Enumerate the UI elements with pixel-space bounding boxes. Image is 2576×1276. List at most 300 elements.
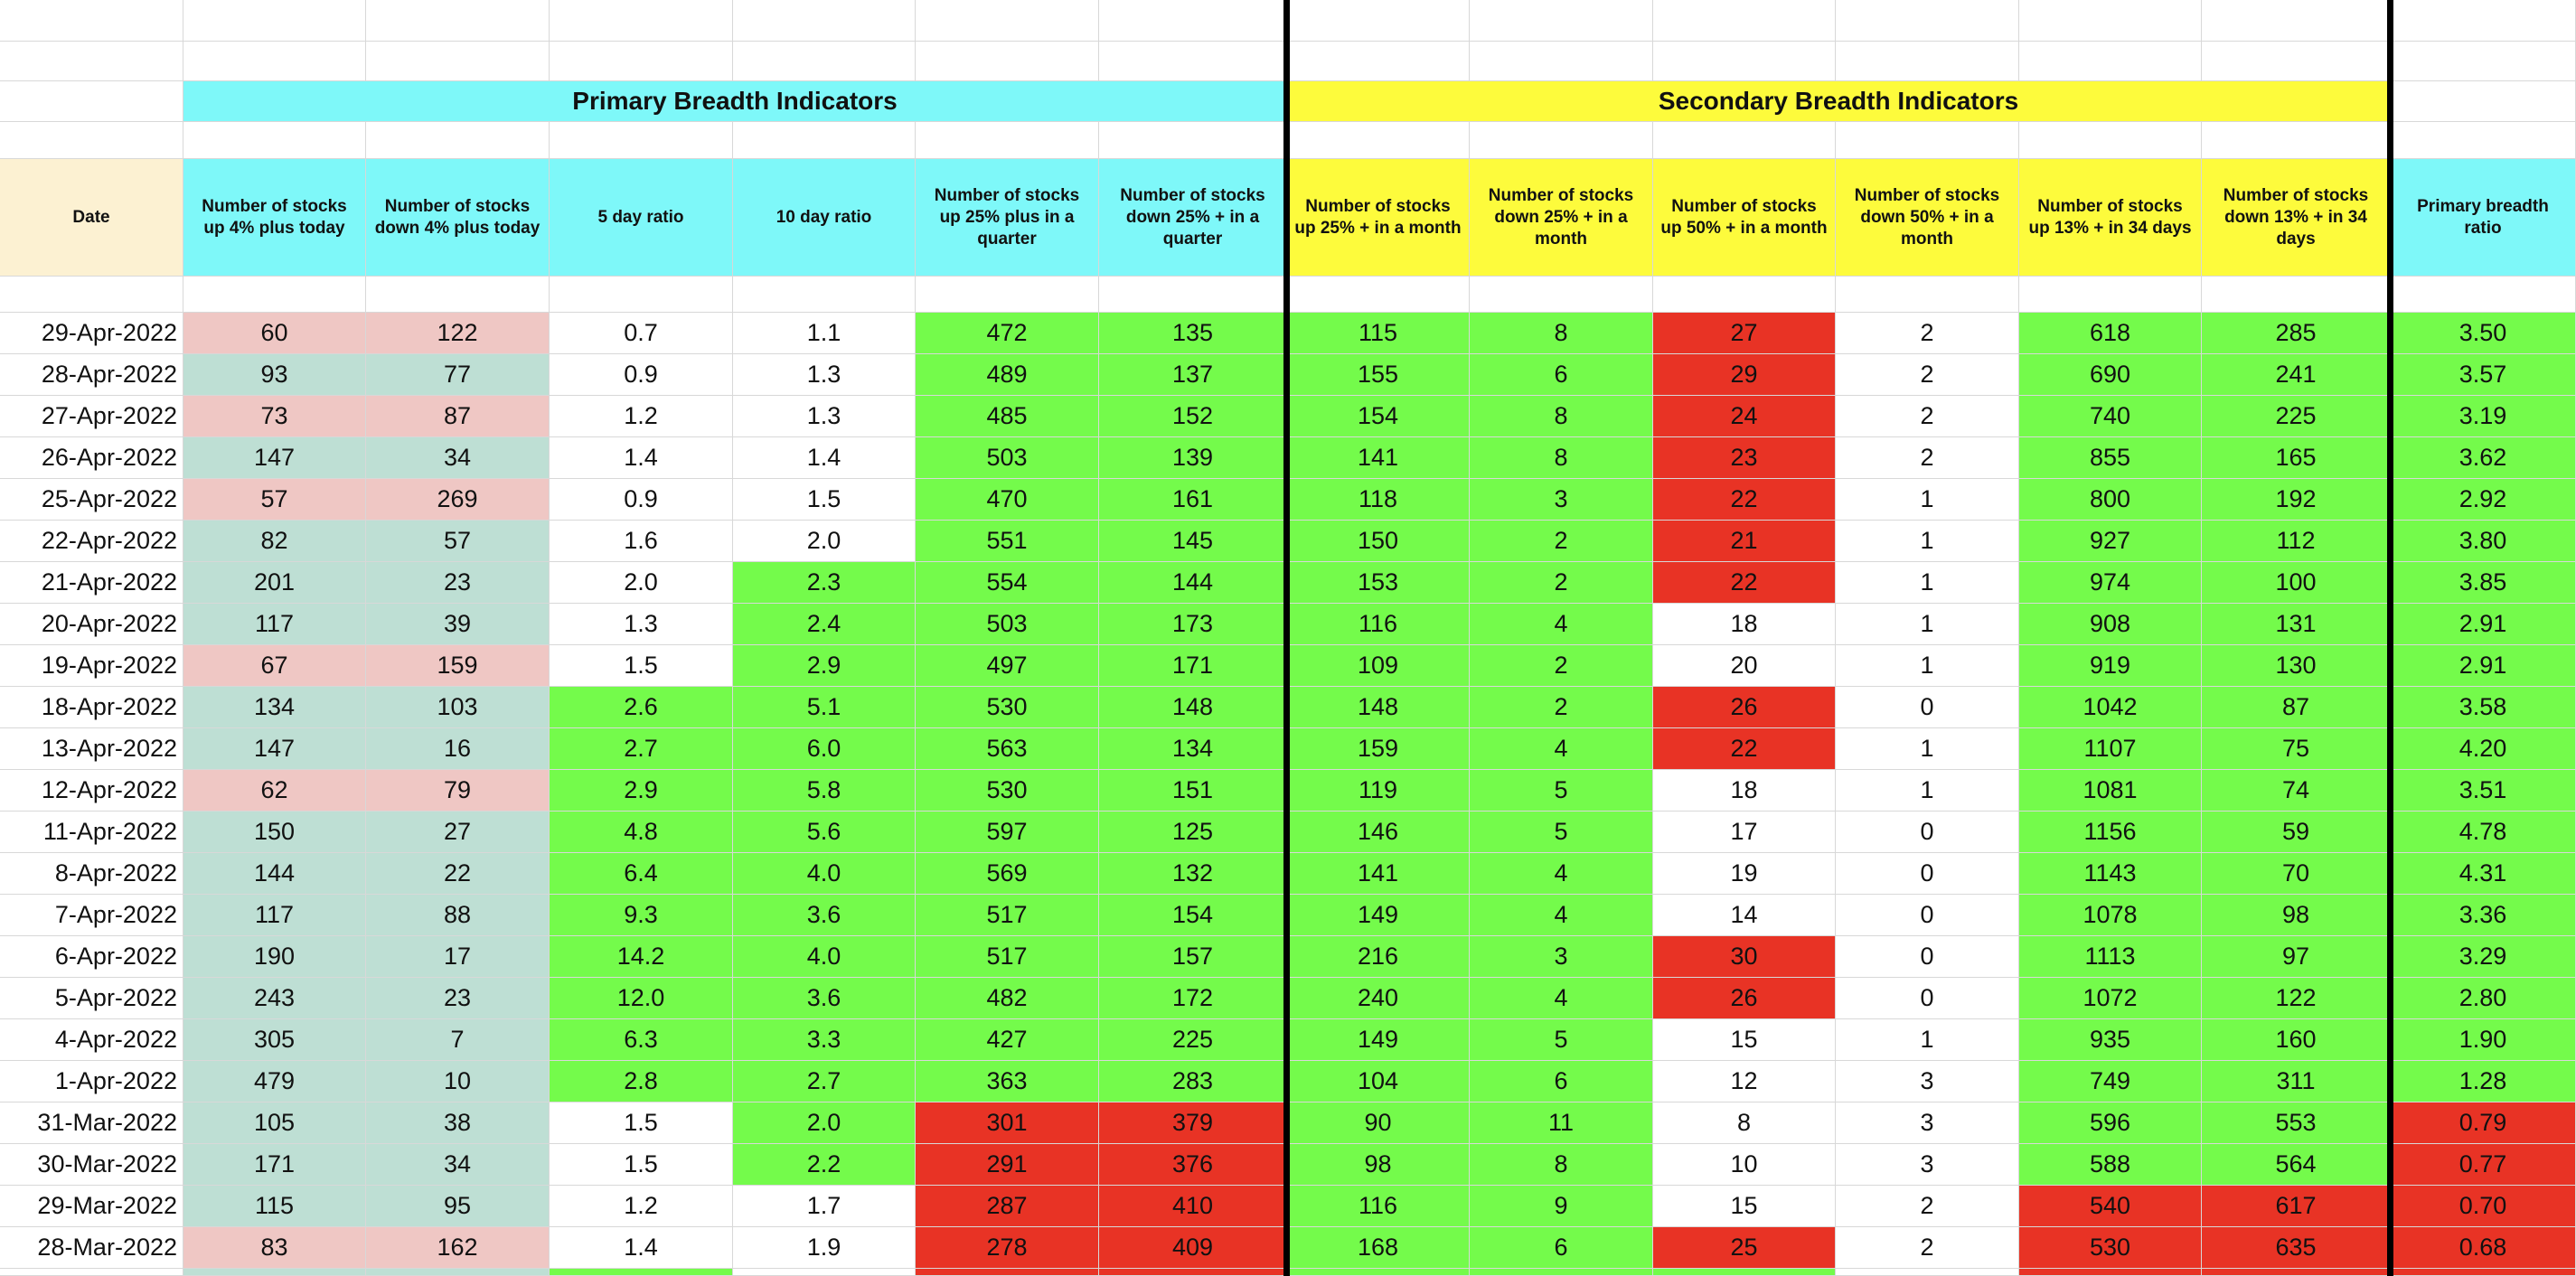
data-cell[interactable]: 141 bbox=[1287, 853, 1470, 895]
data-cell[interactable]: 2.91 bbox=[2391, 604, 2576, 645]
empty-cell[interactable] bbox=[183, 0, 366, 42]
data-cell[interactable]: 2 bbox=[1470, 562, 1653, 604]
data-cell[interactable]: 2 bbox=[1470, 521, 1653, 562]
data-cell[interactable]: 23 bbox=[366, 562, 550, 604]
data-cell[interactable]: 97 bbox=[2202, 936, 2391, 978]
data-cell[interactable]: 98 bbox=[2202, 895, 2391, 936]
data-cell[interactable]: 1.7 bbox=[733, 1186, 916, 1227]
data-cell[interactable]: 27 bbox=[366, 812, 550, 853]
date-cell[interactable]: 26-Apr-2022 bbox=[0, 437, 183, 479]
empty-cell[interactable] bbox=[1470, 42, 1653, 81]
data-cell[interactable]: 935 bbox=[2019, 1019, 2202, 1061]
date-cell[interactable]: 6-Apr-2022 bbox=[0, 936, 183, 978]
data-cell[interactable]: 2.8 bbox=[550, 1061, 733, 1102]
empty-cell[interactable] bbox=[366, 0, 550, 42]
data-cell[interactable]: 4.0 bbox=[733, 853, 916, 895]
data-cell[interactable]: 82 bbox=[183, 521, 366, 562]
data-cell[interactable]: 10 bbox=[1653, 1144, 1836, 1186]
data-cell[interactable]: 144 bbox=[1099, 562, 1287, 604]
data-cell[interactable]: 20 bbox=[1653, 645, 1836, 687]
data-cell[interactable]: 38 bbox=[366, 1102, 550, 1144]
data-cell[interactable] bbox=[183, 1269, 366, 1276]
empty-cell[interactable] bbox=[0, 42, 183, 81]
empty-cell[interactable] bbox=[550, 0, 733, 42]
data-cell[interactable] bbox=[1099, 1269, 1287, 1276]
data-cell[interactable]: 551 bbox=[916, 521, 1099, 562]
data-cell[interactable]: 8 bbox=[1470, 313, 1653, 354]
data-cell[interactable]: 1.5 bbox=[550, 1102, 733, 1144]
data-cell[interactable]: 5.1 bbox=[733, 687, 916, 728]
empty-cell[interactable] bbox=[1287, 277, 1470, 313]
data-cell[interactable]: 0.77 bbox=[2391, 1144, 2576, 1186]
data-cell[interactable]: 6.0 bbox=[733, 728, 916, 770]
data-cell[interactable]: 77 bbox=[366, 354, 550, 396]
data-cell[interactable]: 530 bbox=[916, 770, 1099, 812]
data-cell[interactable]: 22 bbox=[1653, 562, 1836, 604]
data-cell[interactable]: 596 bbox=[2019, 1102, 2202, 1144]
data-cell[interactable]: 409 bbox=[1099, 1227, 1287, 1269]
column-header[interactable]: Primary breadth ratio bbox=[2391, 159, 2576, 277]
data-cell[interactable]: 2 bbox=[1836, 1227, 2019, 1269]
data-cell[interactable]: 60 bbox=[183, 313, 366, 354]
empty-cell[interactable] bbox=[2202, 122, 2391, 159]
data-cell[interactable]: 1107 bbox=[2019, 728, 2202, 770]
data-cell[interactable]: 147 bbox=[183, 728, 366, 770]
column-header[interactable]: Number of stocks up 13% + in 34 days bbox=[2019, 159, 2202, 277]
data-cell[interactable]: 4.31 bbox=[2391, 853, 2576, 895]
data-cell[interactable]: 5.8 bbox=[733, 770, 916, 812]
data-cell[interactable]: 151 bbox=[1099, 770, 1287, 812]
data-cell[interactable]: 1.4 bbox=[550, 1227, 733, 1269]
data-cell[interactable]: 4.0 bbox=[733, 936, 916, 978]
data-cell[interactable]: 530 bbox=[2019, 1227, 2202, 1269]
data-cell[interactable]: 285 bbox=[2202, 313, 2391, 354]
data-cell[interactable]: 59 bbox=[2202, 812, 2391, 853]
data-cell[interactable]: 740 bbox=[2019, 396, 2202, 437]
data-cell[interactable]: 23 bbox=[1653, 437, 1836, 479]
data-cell[interactable]: 1.3 bbox=[733, 354, 916, 396]
data-cell[interactable]: 157 bbox=[1099, 936, 1287, 978]
date-cell[interactable]: 8-Apr-2022 bbox=[0, 853, 183, 895]
column-header[interactable]: 10 day ratio bbox=[733, 159, 916, 277]
data-cell[interactable]: 0.9 bbox=[550, 354, 733, 396]
data-cell[interactable]: 517 bbox=[916, 895, 1099, 936]
data-cell[interactable] bbox=[733, 1269, 916, 1276]
column-header[interactable]: Number of stocks down 13% + in 34 days bbox=[2202, 159, 2391, 277]
empty-cell[interactable] bbox=[2202, 277, 2391, 313]
data-cell[interactable] bbox=[1470, 1269, 1653, 1276]
data-cell[interactable]: 243 bbox=[183, 978, 366, 1019]
data-cell[interactable]: 588 bbox=[2019, 1144, 2202, 1186]
data-cell[interactable]: 3 bbox=[1836, 1061, 2019, 1102]
empty-cell[interactable] bbox=[550, 122, 733, 159]
data-cell[interactable]: 135 bbox=[1099, 313, 1287, 354]
data-cell[interactable]: 3.80 bbox=[2391, 521, 2576, 562]
data-cell[interactable]: 168 bbox=[1287, 1227, 1470, 1269]
data-cell[interactable]: 105 bbox=[183, 1102, 366, 1144]
data-cell[interactable]: 749 bbox=[2019, 1061, 2202, 1102]
data-cell[interactable]: 104 bbox=[1287, 1061, 1470, 1102]
date-column-header[interactable]: Date bbox=[0, 159, 183, 277]
data-cell[interactable] bbox=[550, 1269, 733, 1276]
empty-cell[interactable] bbox=[916, 0, 1099, 42]
data-cell[interactable]: 2.0 bbox=[733, 521, 916, 562]
data-cell[interactable]: 134 bbox=[183, 687, 366, 728]
date-cell[interactable]: 1-Apr-2022 bbox=[0, 1061, 183, 1102]
date-cell[interactable]: 29-Apr-2022 bbox=[0, 313, 183, 354]
data-cell[interactable]: 12.0 bbox=[550, 978, 733, 1019]
column-header[interactable]: Number of stocks up 25% + in a month bbox=[1287, 159, 1470, 277]
empty-cell[interactable] bbox=[2019, 0, 2202, 42]
data-cell[interactable]: 0.7 bbox=[550, 313, 733, 354]
data-cell[interactable]: 311 bbox=[2202, 1061, 2391, 1102]
data-cell[interactable]: 1.6 bbox=[550, 521, 733, 562]
data-cell[interactable]: 148 bbox=[1099, 687, 1287, 728]
empty-cell[interactable] bbox=[550, 277, 733, 313]
empty-cell[interactable] bbox=[1099, 122, 1287, 159]
data-cell[interactable]: 70 bbox=[2202, 853, 2391, 895]
data-cell[interactable]: 7 bbox=[366, 1019, 550, 1061]
data-cell[interactable]: 125 bbox=[1099, 812, 1287, 853]
data-cell[interactable]: 19 bbox=[1653, 853, 1836, 895]
data-cell[interactable]: 34 bbox=[366, 1144, 550, 1186]
empty-cell[interactable] bbox=[916, 122, 1099, 159]
data-cell[interactable]: 5.6 bbox=[733, 812, 916, 853]
data-cell[interactable]: 269 bbox=[366, 479, 550, 521]
empty-cell[interactable] bbox=[733, 122, 916, 159]
data-cell[interactable]: 1.3 bbox=[550, 604, 733, 645]
column-header[interactable]: 5 day ratio bbox=[550, 159, 733, 277]
data-cell[interactable]: 39 bbox=[366, 604, 550, 645]
empty-cell[interactable] bbox=[366, 42, 550, 81]
data-cell[interactable]: 62 bbox=[183, 770, 366, 812]
data-cell[interactable]: 132 bbox=[1099, 853, 1287, 895]
data-cell[interactable]: 489 bbox=[916, 354, 1099, 396]
data-cell[interactable]: 150 bbox=[1287, 521, 1470, 562]
data-cell[interactable]: 1.2 bbox=[550, 396, 733, 437]
data-cell[interactable]: 171 bbox=[183, 1144, 366, 1186]
data-cell[interactable]: 1.5 bbox=[550, 1144, 733, 1186]
data-cell[interactable]: 17 bbox=[366, 936, 550, 978]
data-cell[interactable]: 472 bbox=[916, 313, 1099, 354]
empty-cell[interactable] bbox=[1836, 277, 2019, 313]
data-cell[interactable]: 149 bbox=[1287, 1019, 1470, 1061]
data-cell[interactable]: 139 bbox=[1099, 437, 1287, 479]
empty-cell[interactable] bbox=[1470, 277, 1653, 313]
data-cell[interactable]: 617 bbox=[2202, 1186, 2391, 1227]
data-cell[interactable]: 482 bbox=[916, 978, 1099, 1019]
data-cell[interactable]: 146 bbox=[1287, 812, 1470, 853]
data-cell[interactable] bbox=[1836, 1269, 2019, 1276]
data-cell[interactable]: 5 bbox=[1470, 812, 1653, 853]
data-cell[interactable]: 154 bbox=[1287, 396, 1470, 437]
data-cell[interactable]: 2 bbox=[1836, 1186, 2019, 1227]
data-cell[interactable]: 100 bbox=[2202, 562, 2391, 604]
data-cell[interactable]: 29 bbox=[1653, 354, 1836, 396]
data-cell[interactable]: 3 bbox=[1470, 479, 1653, 521]
date-cell[interactable]: 19-Apr-2022 bbox=[0, 645, 183, 687]
data-cell[interactable]: 1 bbox=[1836, 604, 2019, 645]
data-cell[interactable]: 2.9 bbox=[733, 645, 916, 687]
data-cell[interactable]: 95 bbox=[366, 1186, 550, 1227]
date-cell[interactable]: 7-Apr-2022 bbox=[0, 895, 183, 936]
data-cell[interactable]: 2.9 bbox=[550, 770, 733, 812]
data-cell[interactable]: 800 bbox=[2019, 479, 2202, 521]
data-cell[interactable]: 2.3 bbox=[733, 562, 916, 604]
empty-cell[interactable] bbox=[1653, 277, 1836, 313]
data-cell[interactable]: 18 bbox=[1653, 770, 1836, 812]
column-header[interactable]: Number of stocks up 4% plus today bbox=[183, 159, 366, 277]
data-cell[interactable]: 115 bbox=[1287, 313, 1470, 354]
data-cell[interactable]: 134 bbox=[1099, 728, 1287, 770]
data-cell[interactable]: 144 bbox=[183, 853, 366, 895]
empty-cell[interactable] bbox=[0, 0, 183, 42]
empty-cell[interactable] bbox=[0, 81, 183, 122]
data-cell[interactable]: 305 bbox=[183, 1019, 366, 1061]
column-header[interactable]: Number of stocks down 25% + in a month bbox=[1470, 159, 1653, 277]
data-cell[interactable]: 4 bbox=[1470, 853, 1653, 895]
data-cell[interactable]: 216 bbox=[1287, 936, 1470, 978]
data-cell[interactable]: 3 bbox=[1836, 1144, 2019, 1186]
data-cell[interactable]: 34 bbox=[366, 437, 550, 479]
data-cell[interactable]: 485 bbox=[916, 396, 1099, 437]
empty-cell[interactable] bbox=[1653, 42, 1836, 81]
data-cell[interactable]: 201 bbox=[183, 562, 366, 604]
data-cell[interactable]: 87 bbox=[366, 396, 550, 437]
data-cell[interactable]: 974 bbox=[2019, 562, 2202, 604]
data-cell[interactable]: 130 bbox=[2202, 645, 2391, 687]
data-cell[interactable]: 618 bbox=[2019, 313, 2202, 354]
data-cell[interactable]: 3.50 bbox=[2391, 313, 2576, 354]
data-cell[interactable]: 225 bbox=[2202, 396, 2391, 437]
data-cell[interactable]: 90 bbox=[1287, 1102, 1470, 1144]
data-cell[interactable] bbox=[2202, 1269, 2391, 1276]
data-cell[interactable]: 1.2 bbox=[550, 1186, 733, 1227]
data-cell[interactable]: 153 bbox=[1287, 562, 1470, 604]
data-cell[interactable] bbox=[366, 1269, 550, 1276]
data-cell[interactable]: 98 bbox=[1287, 1144, 1470, 1186]
data-cell[interactable]: 6.4 bbox=[550, 853, 733, 895]
empty-cell[interactable] bbox=[183, 122, 366, 159]
data-cell[interactable]: 410 bbox=[1099, 1186, 1287, 1227]
empty-cell[interactable] bbox=[1836, 42, 2019, 81]
data-cell[interactable]: 0 bbox=[1836, 936, 2019, 978]
column-header[interactable]: Number of stocks down 50% + in a month bbox=[1836, 159, 2019, 277]
date-cell[interactable]: 31-Mar-2022 bbox=[0, 1102, 183, 1144]
empty-cell[interactable] bbox=[733, 0, 916, 42]
empty-cell[interactable] bbox=[1470, 0, 1653, 42]
data-cell[interactable]: 16 bbox=[366, 728, 550, 770]
data-cell[interactable]: 148 bbox=[1287, 687, 1470, 728]
data-cell[interactable] bbox=[1287, 1269, 1470, 1276]
data-cell[interactable]: 17 bbox=[1653, 812, 1836, 853]
data-cell[interactable]: 427 bbox=[916, 1019, 1099, 1061]
data-cell[interactable]: 379 bbox=[1099, 1102, 1287, 1144]
data-cell[interactable]: 15 bbox=[1653, 1186, 1836, 1227]
empty-cell[interactable] bbox=[916, 42, 1099, 81]
data-cell[interactable]: 73 bbox=[183, 396, 366, 437]
data-cell[interactable]: 93 bbox=[183, 354, 366, 396]
empty-cell[interactable] bbox=[2019, 42, 2202, 81]
data-cell[interactable]: 1 bbox=[1836, 479, 2019, 521]
data-cell[interactable]: 159 bbox=[1287, 728, 1470, 770]
data-cell[interactable]: 11 bbox=[1470, 1102, 1653, 1144]
data-cell[interactable]: 6.3 bbox=[550, 1019, 733, 1061]
data-cell[interactable]: 1078 bbox=[2019, 895, 2202, 936]
data-cell[interactable]: 1.3 bbox=[733, 396, 916, 437]
data-cell[interactable]: 155 bbox=[1287, 354, 1470, 396]
empty-cell[interactable] bbox=[2391, 0, 2576, 42]
data-cell[interactable]: 241 bbox=[2202, 354, 2391, 396]
date-cell[interactable]: 30-Mar-2022 bbox=[0, 1144, 183, 1186]
data-cell[interactable]: 21 bbox=[1653, 521, 1836, 562]
data-cell[interactable]: 161 bbox=[1099, 479, 1287, 521]
data-cell[interactable] bbox=[0, 1269, 183, 1276]
data-cell[interactable]: 22 bbox=[1653, 728, 1836, 770]
data-cell[interactable]: 301 bbox=[916, 1102, 1099, 1144]
data-cell[interactable]: 3.19 bbox=[2391, 396, 2576, 437]
data-cell[interactable]: 116 bbox=[1287, 1186, 1470, 1227]
data-cell[interactable]: 3 bbox=[1470, 936, 1653, 978]
data-cell[interactable]: 1081 bbox=[2019, 770, 2202, 812]
data-cell[interactable]: 57 bbox=[183, 479, 366, 521]
data-cell[interactable]: 1 bbox=[1836, 521, 2019, 562]
empty-cell[interactable] bbox=[733, 277, 916, 313]
data-cell[interactable]: 67 bbox=[183, 645, 366, 687]
empty-cell[interactable] bbox=[550, 42, 733, 81]
data-cell[interactable]: 0 bbox=[1836, 812, 2019, 853]
data-cell[interactable]: 14 bbox=[1653, 895, 1836, 936]
data-cell[interactable]: 2.2 bbox=[733, 1144, 916, 1186]
date-cell[interactable]: 27-Apr-2022 bbox=[0, 396, 183, 437]
empty-cell[interactable] bbox=[1287, 42, 1470, 81]
data-cell[interactable]: 109 bbox=[1287, 645, 1470, 687]
empty-cell[interactable] bbox=[2391, 42, 2576, 81]
data-cell[interactable]: 240 bbox=[1287, 978, 1470, 1019]
data-cell[interactable]: 87 bbox=[2202, 687, 2391, 728]
data-cell[interactable]: 131 bbox=[2202, 604, 2391, 645]
column-header[interactable]: Number of stocks down 4% plus today bbox=[366, 159, 550, 277]
data-cell[interactable]: 470 bbox=[916, 479, 1099, 521]
data-cell[interactable]: 3.62 bbox=[2391, 437, 2576, 479]
data-cell[interactable]: 117 bbox=[183, 604, 366, 645]
data-cell[interactable]: 291 bbox=[916, 1144, 1099, 1186]
data-cell[interactable]: 159 bbox=[366, 645, 550, 687]
date-cell[interactable]: 12-Apr-2022 bbox=[0, 770, 183, 812]
empty-cell[interactable] bbox=[916, 277, 1099, 313]
data-cell[interactable]: 3 bbox=[1836, 1102, 2019, 1144]
data-cell[interactable]: 79 bbox=[366, 770, 550, 812]
empty-cell[interactable] bbox=[2391, 122, 2576, 159]
empty-cell[interactable] bbox=[2202, 42, 2391, 81]
data-cell[interactable]: 2.92 bbox=[2391, 479, 2576, 521]
empty-cell[interactable] bbox=[1287, 0, 1470, 42]
data-cell[interactable]: 0.70 bbox=[2391, 1186, 2576, 1227]
data-cell[interactable]: 147 bbox=[183, 437, 366, 479]
data-cell[interactable]: 855 bbox=[2019, 437, 2202, 479]
data-cell[interactable]: 503 bbox=[916, 604, 1099, 645]
data-cell[interactable]: 172 bbox=[1099, 978, 1287, 1019]
data-cell[interactable]: 2.0 bbox=[550, 562, 733, 604]
data-cell[interactable]: 1042 bbox=[2019, 687, 2202, 728]
empty-cell[interactable] bbox=[1836, 0, 2019, 42]
data-cell[interactable]: 4 bbox=[1470, 728, 1653, 770]
data-cell[interactable]: 3.57 bbox=[2391, 354, 2576, 396]
data-cell[interactable]: 4.78 bbox=[2391, 812, 2576, 853]
data-cell[interactable]: 4 bbox=[1470, 604, 1653, 645]
data-cell[interactable]: 15 bbox=[1653, 1019, 1836, 1061]
date-cell[interactable]: 28-Apr-2022 bbox=[0, 354, 183, 396]
data-cell[interactable]: 30 bbox=[1653, 936, 1836, 978]
data-cell[interactable]: 137 bbox=[1099, 354, 1287, 396]
date-cell[interactable]: 11-Apr-2022 bbox=[0, 812, 183, 853]
data-cell[interactable]: 1.9 bbox=[733, 1227, 916, 1269]
data-cell[interactable]: 112 bbox=[2202, 521, 2391, 562]
data-cell[interactable]: 8 bbox=[1470, 437, 1653, 479]
data-cell[interactable]: 1 bbox=[1836, 562, 2019, 604]
empty-cell[interactable] bbox=[1470, 122, 1653, 159]
data-cell[interactable]: 0.68 bbox=[2391, 1227, 2576, 1269]
date-cell[interactable]: 18-Apr-2022 bbox=[0, 687, 183, 728]
data-cell[interactable]: 2.7 bbox=[550, 728, 733, 770]
data-cell[interactable]: 919 bbox=[2019, 645, 2202, 687]
data-cell[interactable]: 0 bbox=[1836, 687, 2019, 728]
empty-cell[interactable] bbox=[1287, 122, 1470, 159]
data-cell[interactable]: 503 bbox=[916, 437, 1099, 479]
data-cell[interactable]: 22 bbox=[1653, 479, 1836, 521]
data-cell[interactable]: 5 bbox=[1470, 770, 1653, 812]
data-cell[interactable]: 26 bbox=[1653, 687, 1836, 728]
column-header[interactable]: Number of stocks down 25% + in a quarter bbox=[1099, 159, 1287, 277]
empty-cell[interactable] bbox=[183, 277, 366, 313]
data-cell[interactable]: 569 bbox=[916, 853, 1099, 895]
data-cell[interactable]: 554 bbox=[916, 562, 1099, 604]
date-cell[interactable]: 13-Apr-2022 bbox=[0, 728, 183, 770]
date-cell[interactable]: 29-Mar-2022 bbox=[0, 1186, 183, 1227]
data-cell[interactable]: 1 bbox=[1836, 1019, 2019, 1061]
data-cell[interactable]: 1.1 bbox=[733, 313, 916, 354]
data-cell[interactable]: 8 bbox=[1470, 1144, 1653, 1186]
data-cell[interactable]: 8 bbox=[1470, 396, 1653, 437]
data-cell[interactable]: 283 bbox=[1099, 1061, 1287, 1102]
data-cell[interactable]: 2 bbox=[1836, 354, 2019, 396]
data-cell[interactable]: 4 bbox=[1470, 978, 1653, 1019]
column-header[interactable]: Number of stocks up 50% + in a month bbox=[1653, 159, 1836, 277]
data-cell[interactable]: 192 bbox=[2202, 479, 2391, 521]
data-cell[interactable]: 2.7 bbox=[733, 1061, 916, 1102]
data-cell[interactable]: 4.20 bbox=[2391, 728, 2576, 770]
data-cell[interactable]: 553 bbox=[2202, 1102, 2391, 1144]
data-cell[interactable] bbox=[1653, 1269, 1836, 1276]
data-cell[interactable]: 2 bbox=[1470, 645, 1653, 687]
data-cell[interactable]: 6 bbox=[1470, 354, 1653, 396]
data-cell[interactable]: 8 bbox=[1653, 1102, 1836, 1144]
data-cell[interactable] bbox=[2391, 1269, 2576, 1276]
data-cell[interactable]: 2.91 bbox=[2391, 645, 2576, 687]
data-cell[interactable]: 27 bbox=[1653, 313, 1836, 354]
data-cell[interactable]: 4 bbox=[1470, 895, 1653, 936]
data-cell[interactable]: 165 bbox=[2202, 437, 2391, 479]
data-cell[interactable]: 3.6 bbox=[733, 895, 916, 936]
data-cell[interactable]: 2 bbox=[1836, 437, 2019, 479]
data-cell[interactable]: 563 bbox=[916, 728, 1099, 770]
data-cell[interactable]: 152 bbox=[1099, 396, 1287, 437]
data-cell[interactable]: 376 bbox=[1099, 1144, 1287, 1186]
data-cell[interactable]: 160 bbox=[2202, 1019, 2391, 1061]
empty-cell[interactable] bbox=[183, 42, 366, 81]
data-cell[interactable] bbox=[2019, 1269, 2202, 1276]
data-cell[interactable]: 278 bbox=[916, 1227, 1099, 1269]
